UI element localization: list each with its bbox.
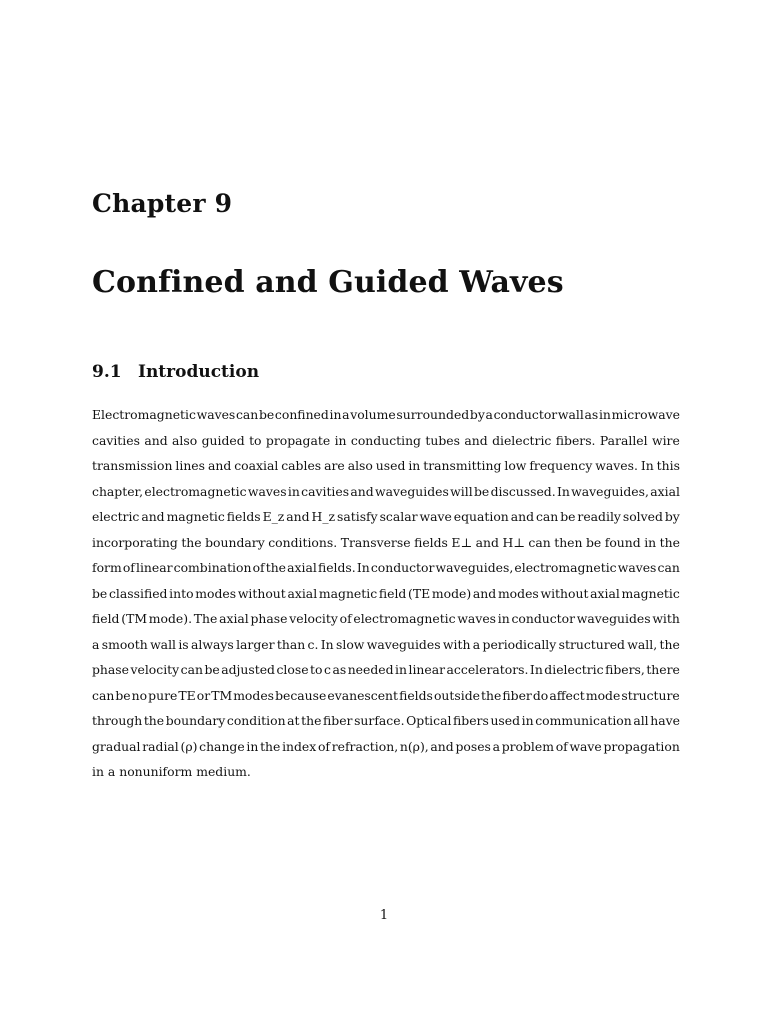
word: propagation	[603, 738, 680, 754]
word: and	[207, 458, 232, 473]
word: phase	[250, 611, 288, 626]
word: mode)	[431, 585, 472, 601]
word: the	[260, 738, 281, 754]
word: outside	[433, 687, 480, 703]
word: TM	[211, 687, 233, 703]
word: of	[317, 738, 331, 754]
word: to	[310, 662, 323, 677]
word: structured	[558, 636, 625, 652]
word: chapter,	[92, 483, 144, 499]
word: electromagnetic	[144, 483, 247, 499]
paragraph-line	[92, 428, 680, 454]
word: used	[375, 458, 406, 473]
word: as	[584, 407, 599, 422]
word: In	[356, 560, 370, 575]
word: can	[535, 509, 559, 524]
word: conductor	[511, 611, 576, 626]
word: in	[395, 662, 407, 677]
word: waveguides	[375, 483, 449, 499]
word: in	[644, 534, 657, 550]
word: be	[473, 483, 490, 499]
word: adjusted	[221, 662, 275, 677]
word: H_z	[311, 509, 336, 524]
word: modes	[233, 687, 275, 703]
word: into	[169, 585, 194, 601]
word: electric	[92, 509, 140, 524]
word: waves.	[595, 458, 638, 473]
word: propagate	[265, 432, 331, 448]
word: be	[115, 687, 131, 703]
word: In	[556, 483, 570, 499]
word: accelerators.	[446, 662, 529, 677]
word: the	[481, 687, 502, 703]
word: cavities	[301, 483, 350, 499]
word: in	[598, 407, 611, 422]
word: axial	[287, 560, 317, 575]
word: form	[92, 560, 122, 575]
word: cables	[281, 458, 322, 473]
word: there	[646, 662, 680, 677]
word: In	[640, 458, 654, 473]
word: with	[442, 636, 471, 652]
word: larger	[236, 636, 275, 652]
word: or	[196, 687, 211, 703]
word: medium.	[196, 764, 251, 779]
word: with	[652, 611, 680, 626]
word: fiber	[323, 713, 353, 728]
page-number: 1	[379, 908, 389, 923]
word: radial	[142, 738, 179, 754]
word: guided	[201, 432, 245, 448]
paragraph-line	[92, 606, 680, 632]
word: communication	[535, 713, 632, 728]
word: Transverse	[340, 534, 411, 550]
word: waves	[247, 483, 287, 499]
word: satisfy	[337, 509, 378, 524]
word: waveguides	[576, 611, 651, 626]
word: (TM	[121, 611, 148, 626]
word: boundary	[205, 534, 265, 550]
word: this	[656, 458, 680, 473]
word: dielectric	[492, 432, 552, 448]
word: volume	[350, 407, 396, 422]
word: axial	[590, 585, 620, 601]
word: in	[521, 713, 534, 728]
word: in	[287, 483, 300, 499]
word: In	[529, 662, 543, 677]
word: also	[347, 458, 373, 473]
word: E_z	[262, 509, 285, 524]
word: fibers,	[605, 662, 645, 677]
word: magnetic	[621, 585, 680, 601]
word: no	[131, 687, 148, 703]
word: used	[490, 713, 521, 728]
word: axial	[219, 611, 249, 626]
word: wall,	[627, 636, 658, 652]
word: the	[143, 713, 165, 728]
word: always	[191, 636, 234, 652]
word: waveguides	[366, 636, 441, 652]
word: mode).	[148, 611, 193, 626]
word: index	[282, 738, 317, 754]
word: gradual	[92, 738, 141, 754]
word: also	[172, 432, 198, 448]
word: linear	[408, 662, 446, 677]
word: discussed.	[490, 483, 556, 499]
word: can	[92, 687, 115, 703]
word: evanescent	[327, 687, 399, 703]
word: and	[475, 534, 499, 550]
word: fields	[414, 534, 448, 550]
word: dielectric	[544, 662, 604, 677]
word: and	[350, 483, 374, 499]
word: at	[287, 713, 300, 728]
paragraph-line	[92, 530, 680, 556]
word: be	[258, 407, 275, 422]
word: are	[324, 458, 345, 473]
word: fibers	[453, 713, 489, 728]
word: a	[107, 764, 120, 779]
word: coaxial	[234, 458, 279, 473]
word: refraction,	[331, 738, 399, 754]
word: field	[378, 585, 407, 601]
word: can	[657, 560, 680, 575]
word: c.	[307, 636, 319, 652]
word: phase	[92, 662, 129, 677]
word: Optical	[406, 713, 452, 728]
word: condition	[226, 713, 286, 728]
word: a	[485, 407, 493, 422]
word: waveguides,	[571, 483, 649, 499]
paragraph-line	[92, 453, 680, 479]
word: axial	[287, 585, 318, 601]
section-heading	[92, 362, 259, 382]
word: found	[604, 534, 641, 550]
word: because	[275, 687, 327, 703]
word: Parallel	[599, 432, 648, 448]
word: magnetic	[166, 509, 225, 524]
word: in	[408, 458, 421, 473]
word: in	[329, 407, 342, 422]
word: tubes	[425, 432, 460, 448]
paragraph-line	[92, 479, 680, 505]
word: fields	[399, 687, 433, 703]
word: a	[342, 407, 350, 422]
word: lines	[175, 458, 206, 473]
word: the	[301, 713, 322, 728]
paragraph-line	[92, 759, 680, 785]
word: surface.	[354, 713, 405, 728]
word: waves	[617, 560, 657, 575]
word: without	[540, 585, 589, 601]
word: of	[122, 560, 135, 575]
paragraph-line	[92, 708, 680, 734]
word: axial	[650, 483, 680, 499]
chapter-title: Confined and Guided Waves	[92, 265, 564, 300]
word: magnetic	[318, 585, 378, 601]
word: equation	[453, 509, 509, 524]
section-number: 9.1	[92, 362, 122, 382]
word: without	[237, 585, 286, 601]
word: boundary	[165, 713, 226, 728]
word: wave	[569, 738, 602, 754]
word: microwave	[611, 407, 680, 422]
word: and	[510, 509, 535, 524]
word: do	[532, 687, 549, 703]
word: conditions.	[268, 534, 338, 550]
word: cavities	[92, 432, 140, 448]
word: the	[659, 636, 680, 652]
word: poses	[455, 738, 491, 754]
word: structure	[621, 687, 680, 703]
paragraph-line	[92, 555, 680, 581]
word: nonuniform	[119, 764, 197, 779]
word: and	[144, 432, 168, 448]
word: (ρ)	[180, 738, 198, 754]
word: readily	[577, 509, 621, 524]
paragraph-line	[92, 504, 680, 530]
word: fields.	[317, 560, 356, 575]
word: periodically	[482, 636, 557, 652]
word: smooth	[101, 636, 148, 652]
word: be	[586, 534, 602, 550]
word: change	[199, 738, 245, 754]
word: H⊥	[502, 534, 525, 550]
word: low	[504, 458, 527, 473]
word: slow	[336, 636, 365, 652]
word: and	[141, 509, 165, 524]
word: waves	[196, 407, 236, 422]
word: and	[286, 509, 310, 524]
word: (TE	[408, 585, 431, 601]
word: modes	[497, 585, 539, 601]
word: and	[464, 432, 488, 448]
word: fields	[226, 509, 261, 524]
word: can	[528, 534, 551, 550]
word: conductor	[493, 407, 558, 422]
word: then	[554, 534, 583, 550]
word: will	[450, 483, 473, 499]
word: all	[633, 713, 649, 728]
word: than	[276, 636, 306, 652]
word: in	[334, 432, 347, 448]
word: wire	[651, 432, 680, 448]
word: transmitting	[423, 458, 502, 473]
word: conducting	[350, 432, 421, 448]
paragraph-line	[92, 734, 680, 760]
paragraph-line	[92, 683, 680, 709]
word: to	[249, 432, 262, 448]
word: and	[430, 738, 454, 754]
paragraph-line	[92, 632, 680, 658]
word: electromagnetic	[514, 560, 617, 575]
word: confined	[274, 407, 329, 422]
word: transmission	[92, 458, 173, 473]
word: be	[92, 585, 108, 601]
word: incorporating	[92, 534, 178, 550]
word: conductor	[370, 560, 435, 575]
word: fibers.	[555, 432, 596, 448]
word: surrounded	[396, 407, 470, 422]
section-title: Introduction	[138, 362, 260, 382]
word: frequency	[529, 458, 593, 473]
word: the	[181, 534, 202, 550]
word: solved	[622, 509, 663, 524]
word: by	[664, 509, 680, 524]
paragraph-line	[92, 581, 680, 607]
word: modes	[195, 585, 237, 601]
word: be	[204, 662, 220, 677]
word: waveguides,	[435, 560, 514, 575]
word: field	[92, 611, 120, 626]
word: scalar	[379, 509, 418, 524]
word: problem	[501, 738, 554, 754]
word: electromagnetic	[353, 611, 456, 626]
word: waves	[457, 611, 497, 626]
word: pure	[148, 687, 178, 703]
chapter-label: Chapter 9	[92, 189, 233, 218]
paragraph-line	[92, 657, 680, 683]
word: can	[235, 407, 259, 422]
word: of	[555, 738, 568, 754]
word: c	[323, 662, 331, 677]
word: In	[320, 636, 334, 652]
word: of	[252, 560, 265, 575]
word: velocity	[130, 662, 180, 677]
word: wall	[150, 636, 176, 652]
word: E⊥	[451, 534, 473, 550]
word: Electromagnetic	[92, 407, 196, 422]
word: the	[265, 560, 287, 575]
word: wall	[557, 407, 584, 422]
word: is	[178, 636, 189, 652]
word: TE	[178, 687, 196, 703]
word: fiber	[502, 687, 532, 703]
word: n(ρ),	[399, 738, 429, 754]
word: in	[246, 738, 259, 754]
word: have	[650, 713, 680, 728]
word: the	[659, 534, 680, 550]
word: in	[92, 764, 108, 779]
introduction-paragraph	[92, 402, 680, 785]
word: a	[492, 738, 500, 754]
word: combination	[173, 560, 252, 575]
word: close	[276, 662, 309, 677]
paragraph-line	[92, 402, 680, 428]
word: a	[472, 636, 481, 652]
word: of	[339, 611, 352, 626]
word: wave	[419, 509, 452, 524]
word: velocity	[289, 611, 338, 626]
word: can	[180, 662, 203, 677]
word: by	[469, 407, 485, 422]
word: in	[497, 611, 510, 626]
word: be	[560, 509, 576, 524]
word: through	[92, 713, 143, 728]
word: The	[193, 611, 218, 626]
word: a	[92, 636, 100, 652]
word: linear	[135, 560, 173, 575]
word: classified	[108, 585, 168, 601]
word: mode	[585, 687, 621, 703]
word: and	[472, 585, 497, 601]
word: needed	[347, 662, 394, 677]
word: affect	[549, 687, 585, 703]
word: as	[332, 662, 347, 677]
